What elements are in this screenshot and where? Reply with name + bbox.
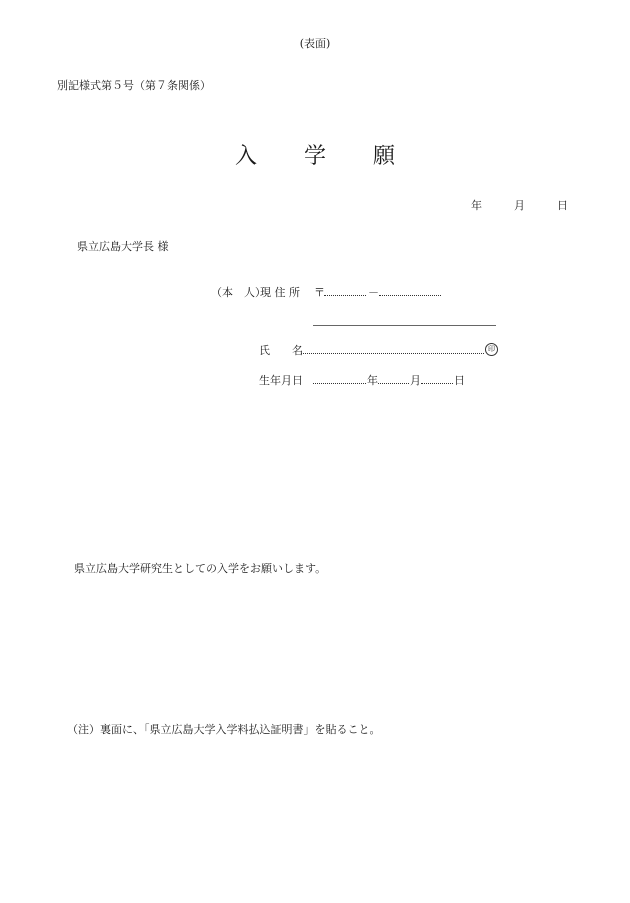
postal-dash: － [368,286,379,299]
address-label: 現 住 所 [260,286,300,299]
side-label: (表面) [299,37,331,50]
title-char-3: 願 [373,144,396,169]
seal-mark [485,342,498,356]
address-line-field[interactable] [313,325,496,326]
note-statement: （注）裏面に、「県立広島大学入学料払込証明書」を貼ること。 [67,723,381,736]
document-title [0,139,630,170]
birth-year-label: 年 [367,374,378,387]
birth-day-field[interactable] [421,373,453,387]
seal-icon: 印 [485,343,498,356]
birth-month-label: 月 [410,374,421,387]
form-number: 別記様式第５号（第７条関係） [57,79,211,92]
date-year-label: 年 [471,199,482,212]
principal-label: （本 人） [211,286,266,299]
addressee: 県立広島大学長 様 [77,240,169,253]
date-month-label: 月 [514,199,525,212]
title-char-2: 学 [303,144,326,169]
birth-year-field[interactable] [313,373,366,387]
birth-day-label: 日 [454,374,465,387]
name-label: 氏 名 [259,344,303,357]
birth-month-field[interactable] [378,373,409,387]
postal-code-second-field[interactable] [379,285,441,299]
postal-mark: 〒 [314,286,325,299]
title-char-1: 入 [234,144,257,169]
postal-code-first-field[interactable] [324,285,366,299]
date-day-label: 日 [557,199,568,212]
name-field[interactable] [301,343,484,357]
request-statement: 県立広島大学研究生としての入学をお願いします。 [74,562,327,575]
birthdate-label: 生年月日 [259,374,303,387]
